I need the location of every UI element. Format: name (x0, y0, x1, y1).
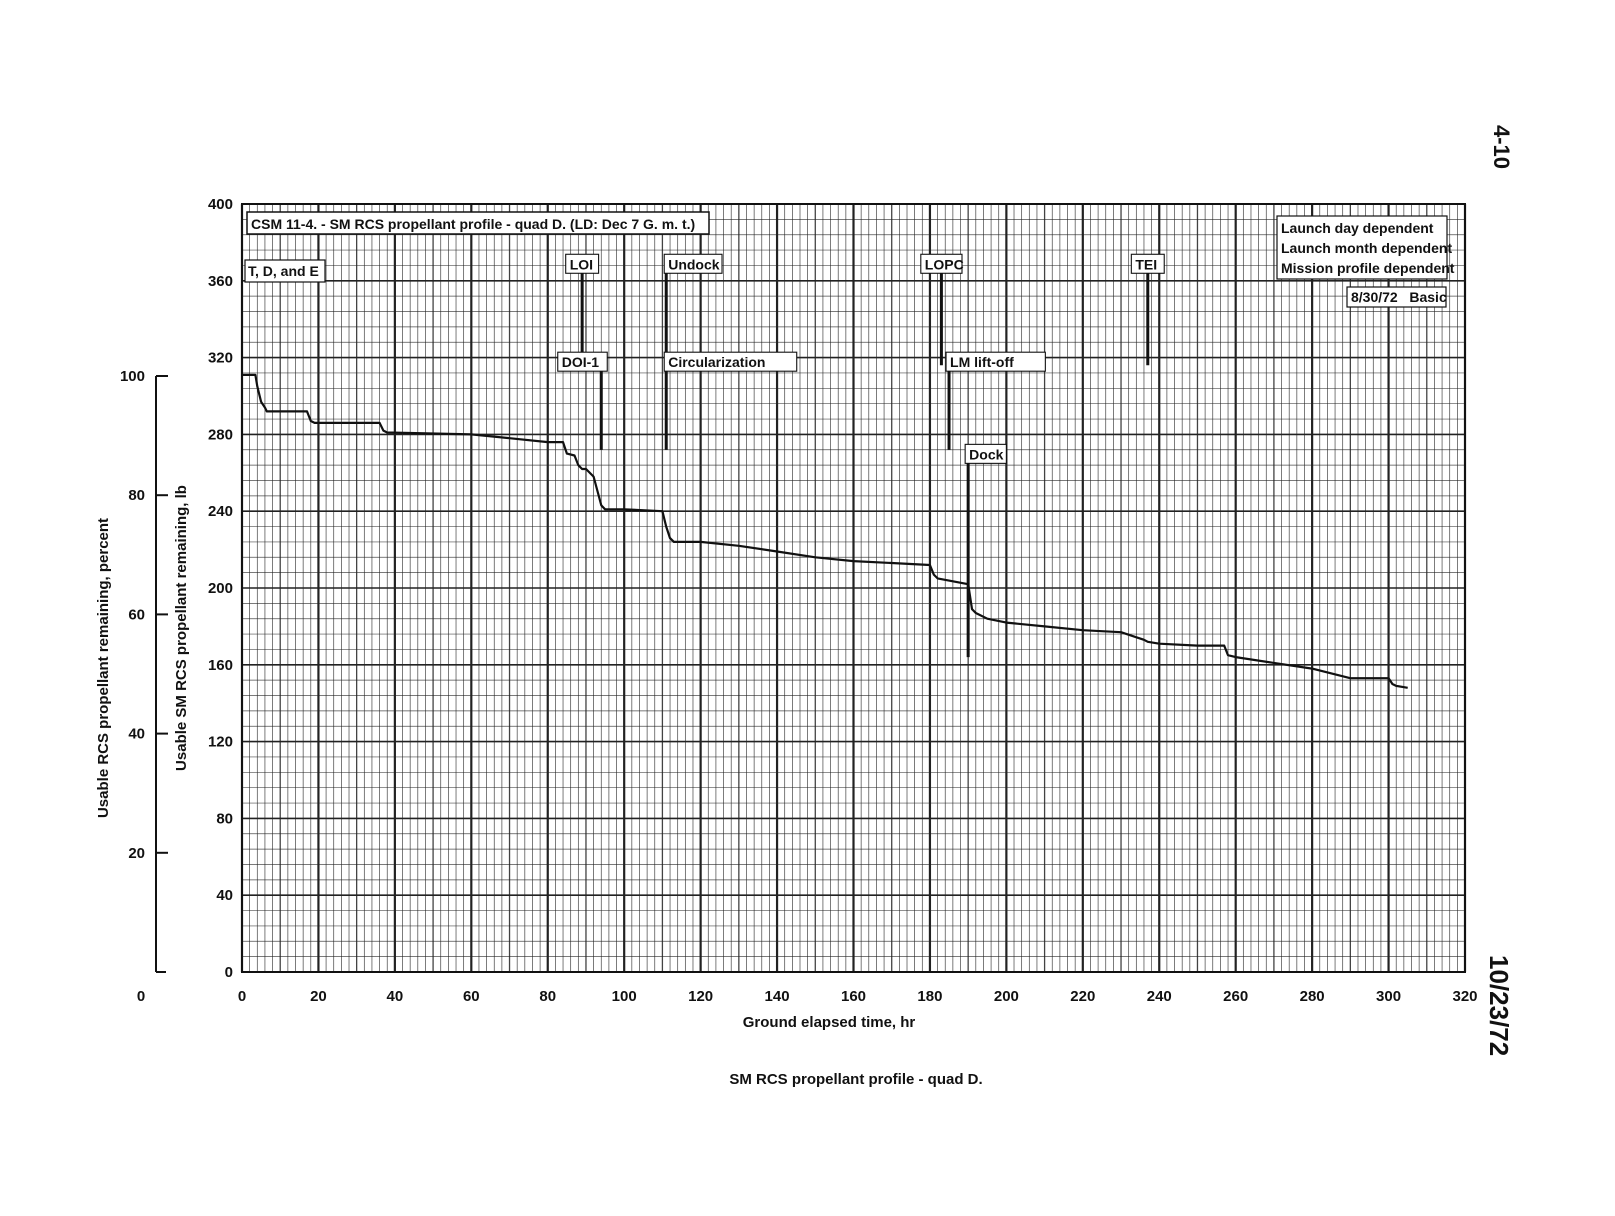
x-tick-label: 220 (1070, 988, 1096, 1005)
x-axis-title: Ground elapsed time, hr (742, 1014, 916, 1031)
x-tick-label: 160 (840, 988, 867, 1005)
tde-note: T, D, and E (248, 263, 319, 279)
x-tick-label: 20 (310, 988, 327, 1005)
x-tick-label: 260 (1223, 988, 1249, 1005)
x-tick-label: 0 (237, 988, 247, 1005)
y-tick-label: 240 (207, 503, 233, 521)
x-tick-label: 300 (1376, 988, 1402, 1005)
basic-label: 8/30/72 Basic (1351, 289, 1447, 305)
y-tick-label: 40 (216, 887, 233, 905)
x-tick-label: 80 (539, 988, 557, 1005)
data-line (242, 375, 1408, 688)
legend-item-mission-profile: Mission profile dependent (1281, 260, 1455, 276)
percent-tick-label: 100 (119, 368, 145, 385)
y-tick-label: 0 (224, 964, 233, 981)
page-number: 4-10 (1489, 125, 1514, 170)
y-tick-label: 320 (207, 349, 233, 367)
x-tick-label: 120 (688, 988, 714, 1005)
legend (1277, 216, 1455, 279)
percent-tick-label: 0 (136, 988, 146, 1005)
tick-labels (208, 196, 1478, 1005)
percent-axis-title: Usable RCS propellant remaining, percent (95, 517, 112, 819)
event-label: LOPC (924, 256, 964, 273)
y-tick-label: 80 (216, 810, 233, 828)
percent-tick-label: 40 (128, 725, 145, 743)
y-tick-label: 200 (207, 580, 233, 597)
x-tick-label: 180 (917, 988, 943, 1005)
event-label: DOI-1 (561, 354, 600, 371)
event-label: LM lift-off (950, 354, 1014, 371)
grid (242, 204, 1465, 972)
y-axis-title: Usable SM RCS propellant remaining, lb (173, 485, 190, 771)
percent-tick-label: 80 (128, 487, 145, 505)
legend-item-launch-day: Launch day dependent (1281, 220, 1434, 236)
x-tick-label: 60 (462, 988, 480, 1005)
y-tick-label: 120 (207, 733, 233, 751)
x-tick-label: 200 (993, 988, 1019, 1005)
event-label: TEI (1135, 256, 1158, 273)
propellant-line (242, 375, 1408, 688)
event-label: LOI (569, 256, 594, 273)
y-tick-label: 400 (207, 196, 233, 213)
y-tick-label: 160 (207, 656, 233, 674)
y-tick-label: 360 (207, 272, 233, 290)
legend-item-launch-month: Launch month dependent (1281, 240, 1453, 256)
percent-axis (120, 368, 168, 1005)
y-tick-label: 280 (207, 426, 233, 444)
event-label: Dock (969, 446, 1004, 463)
x-tick-label: 40 (386, 988, 404, 1005)
x-tick-label: 320 (1452, 988, 1478, 1005)
event-label: Circularization (668, 354, 766, 371)
x-tick-label: 140 (764, 988, 790, 1005)
revision-date: 10/23/72 (1484, 955, 1514, 1057)
x-tick-label: 280 (1299, 988, 1325, 1005)
x-tick-label: 100 (611, 988, 637, 1005)
event-label: Undock (668, 256, 720, 273)
percent-tick-label: 60 (128, 606, 145, 624)
x-tick-label: 240 (1146, 988, 1172, 1005)
percent-tick-label: 20 (128, 844, 145, 862)
figure-caption: SM RCS propellant profile - quad D. (729, 1071, 983, 1088)
chart-title: CSM 11-4. - SM RCS propellant profile - quad D. (LD: Dec 7 G. m. t.) (251, 216, 696, 232)
